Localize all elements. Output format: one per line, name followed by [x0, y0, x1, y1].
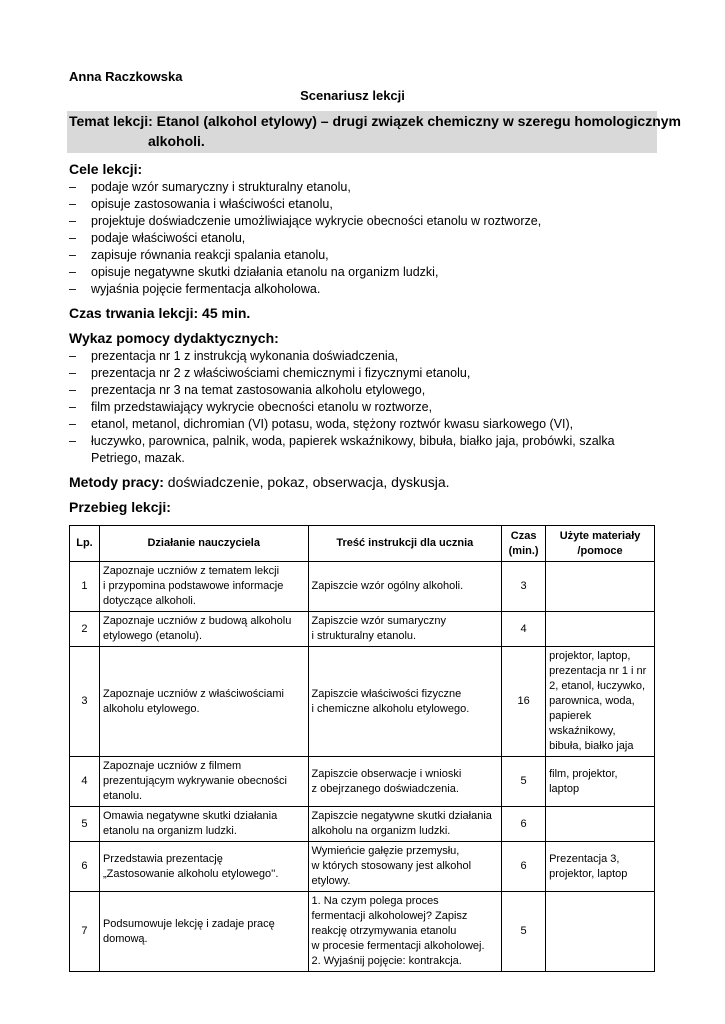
- goal-item: – podaje wzór sumaryczny i strukturalny etanolu,: [69, 179, 541, 196]
- table-row: [70, 807, 655, 842]
- cell-materials: [546, 892, 655, 972]
- goal-item: – wyjaśnia pojęcie fermentacja alkoholowa.: [69, 281, 541, 298]
- goals-heading: Cele lekcji:: [69, 161, 143, 177]
- lesson-plan-table: [69, 525, 655, 972]
- goals-list: [69, 179, 541, 298]
- course-heading: Przebieg lekcji:: [69, 499, 171, 515]
- aids-list: [69, 348, 639, 467]
- goal-item: – opisuje negatywne skutki działania etanolu na organizm ludzki,: [69, 264, 541, 281]
- cell-teacher-action: Podsumowuje lekcję i zadaje pracę domową.: [99, 892, 308, 972]
- lesson-topic-line-1: Temat lekcji: Etanol (alkohol etylowy) – drugi związek chemiczny w szeregu homologicznym: [69, 113, 681, 129]
- table-row: [70, 562, 655, 612]
- lesson-topic-line-2: alkoholi.: [148, 133, 205, 149]
- cell-lp: 2: [70, 612, 100, 647]
- cell-time: 6: [502, 807, 546, 842]
- cell-materials: [546, 807, 655, 842]
- cell-teacher-action: Omawia negatywne skutki działania etanolu na organizm ludzki.: [99, 807, 308, 842]
- cell-lp: 1: [70, 562, 100, 612]
- aid-item: – prezentacja nr 3 na temat zastosowania alkoholu etylowego,: [69, 382, 639, 399]
- table-row: [70, 647, 655, 757]
- cell-lp: 3: [70, 647, 100, 757]
- aid-item: – prezentacja nr 1 z instrukcją wykonania doświadczenia,: [69, 348, 639, 365]
- aid-item: – prezentacja nr 2 z właściwościami chemicznymi i fizycznymi etanolu,: [69, 365, 639, 382]
- table-row: [70, 757, 655, 807]
- cell-student-instruction: Zapiszcie wzór sumaryczny i strukturalny etanolu.: [308, 612, 502, 647]
- cell-time: 4: [502, 612, 546, 647]
- methods-value: doświadczenie, pokaz, obserwacja, dyskusja.: [163, 474, 450, 490]
- table-row: [70, 842, 655, 892]
- cell-student-instruction: Zapiszcie obserwacje i wnioski z obejrzanego doświadczenia.: [308, 757, 502, 807]
- cell-time: 5: [502, 757, 546, 807]
- cell-materials: film, projektor, laptop: [546, 757, 655, 807]
- document-title: [0, 88, 725, 103]
- header-student-instruction: Treść instrukcji dla ucznia: [308, 526, 502, 562]
- table-header-row: [70, 526, 655, 562]
- cell-teacher-action: Przedstawia prezentację „Zastosowanie alkoholu etylowego''.: [99, 842, 308, 892]
- header-lp: Lp.: [70, 526, 100, 562]
- goal-item: – opisuje zastosowania i właściwości etanolu,: [69, 196, 541, 213]
- goal-item: – projektuje doświadczenie umożliwiające wykrycie obecności etanolu w roztworze,: [69, 213, 541, 230]
- cell-student-instruction: Zapiszcie wzór ogólny alkoholi.: [308, 562, 502, 612]
- methods-line: [69, 474, 450, 490]
- cell-materials: projektor, laptop, prezentacja nr 1 i nr 2, etanol, łuczywko, parownica, woda, papierek wskaźnikowy, bibuła, białko jaja: [546, 647, 655, 757]
- document-title-text: Scenariusz lekcji: [300, 88, 405, 103]
- lesson-topic-box: [67, 111, 681, 153]
- header-teacher-action: Działanie nauczyciela: [99, 526, 308, 562]
- cell-time: 6: [502, 842, 546, 892]
- cell-teacher-action: Zapoznaje uczniów z tematem lekcji i przypomina podstawowe informacje dotyczące alkoholi.: [99, 562, 308, 612]
- table-row: [70, 892, 655, 972]
- cell-student-instruction: 1. Na czym polega proces fermentacji alkoholowej? Zapisz reakcję otrzymywania etanolu w procesie fermentacji alkoholowej. 2. Wyjaśnij pojęcie: kontrakcja.: [308, 892, 502, 972]
- cell-materials: Prezentacja 3, projektor, laptop: [546, 842, 655, 892]
- cell-lp: 6: [70, 842, 100, 892]
- cell-materials: [546, 612, 655, 647]
- cell-lp: 5: [70, 807, 100, 842]
- aid-item: – film przedstawiający wykrycie obecności etanolu w roztworze,: [69, 399, 639, 416]
- cell-teacher-action: Zapoznaje uczniów z właściwościami alkoholu etylowego.: [99, 647, 308, 757]
- aid-item: – łuczywko, parownica, palnik, woda, papierek wskaźnikowy, bibuła, białko jaja, probówki, szalka Petriego, mazak.: [69, 433, 639, 467]
- cell-time: 3: [502, 562, 546, 612]
- cell-lp: 7: [70, 892, 100, 972]
- header-time: Czas (min.): [502, 526, 546, 562]
- cell-time: 5: [502, 892, 546, 972]
- goal-item: – podaje właściwości etanolu,: [69, 230, 541, 247]
- cell-teacher-action: Zapoznaje uczniów z filmem prezentującym wykrywanie obecności etanolu.: [99, 757, 308, 807]
- cell-student-instruction: Zapiszcie właściwości fizyczne i chemiczne alkoholu etylowego.: [308, 647, 502, 757]
- methods-label: Metody pracy:: [69, 474, 164, 490]
- cell-student-instruction: Wymieńcie gałęzie przemysłu, w których stosowany jest alkohol etylowy.: [308, 842, 502, 892]
- cell-teacher-action: Zapoznaje uczniów z budową alkoholu etylowego (etanolu).: [99, 612, 308, 647]
- cell-materials: [546, 562, 655, 612]
- goal-item: – zapisuje równania reakcji spalania etanolu,: [69, 247, 541, 264]
- header-materials: Użyte materiały /pomoce: [546, 526, 655, 562]
- author-name: Anna Raczkowska: [69, 69, 183, 84]
- duration-heading: Czas trwania lekcji: 45 min.: [69, 305, 251, 321]
- cell-time: 16: [502, 647, 546, 757]
- cell-lp: 4: [70, 757, 100, 807]
- aid-item: – etanol, metanol, dichromian (VI) potasu, woda, stężony roztwór kwasu siarkowego (VI),: [69, 416, 639, 433]
- table-row: [70, 612, 655, 647]
- cell-student-instruction: Zapiszcie negatywne skutki działania alkoholu na organizm ludzki.: [308, 807, 502, 842]
- aids-heading: Wykaz pomocy dydaktycznych:: [69, 330, 279, 346]
